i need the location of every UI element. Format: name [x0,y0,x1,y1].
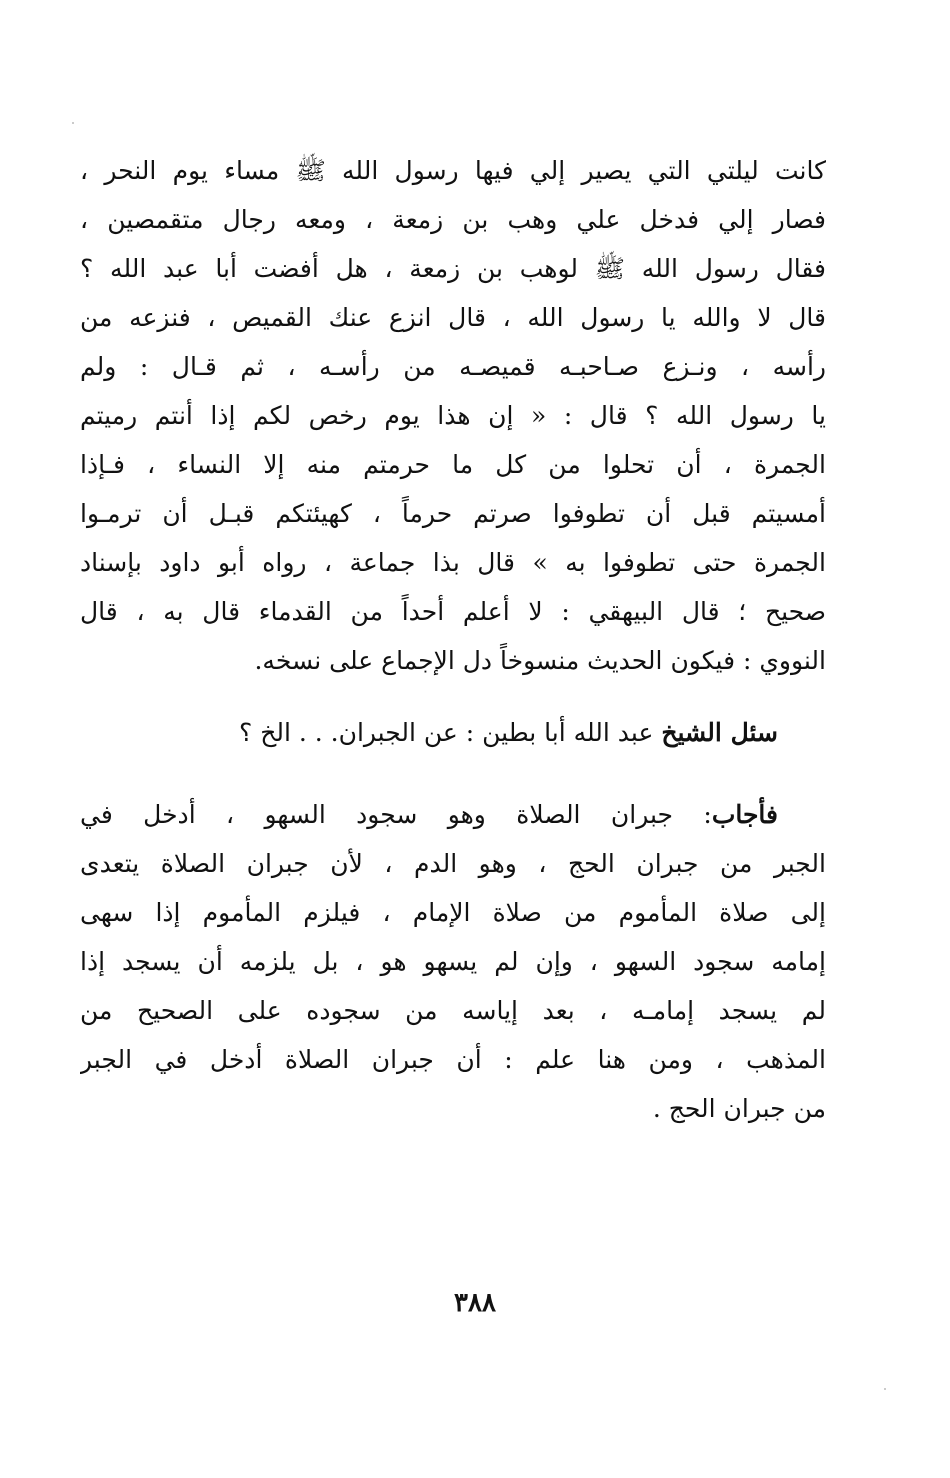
paragraph-answer [80,790,826,1133]
text-line: أمسيتم قبل أن تطوفوا صرتم حرماً ، كهيئتكم قبـل أن ترمـوا [80,499,826,528]
text-line: المذهب ، ومن هنا علم : أن جبران الصلاة أدخل في الجبر [80,1045,826,1074]
text-line: الجمرة ، أن تحلوا من كل ما حرمتم منه إلا النساء ، فـإذا [80,450,826,479]
text-line: الجمرة حتى تطوفوا به » قال بذا جماعة ، رواه أبو داود بإسناد [80,548,826,577]
text-line: الجبر من جبران الحج ، وهو الدم ، لأن جبران الصلاة يتعدى [80,849,826,878]
text-line: فقال رسول الله ﷺ لوهب بن زمعة ، هل أفضت أبا عبد الله ؟ [80,254,826,283]
text-line: قال لا والله يا رسول الله ، قال انزع عنك القميص ، فنزعه من [80,303,826,332]
answer-first-line-text: : جبران الصلاة وهو سجود السهو ، أدخل في [80,800,712,829]
question-label: سئل الشيخ [661,718,778,747]
text-line: إلى صلاة المأموم من صلاة الإمام ، فيلزم المأموم إذا سهى [80,898,826,927]
question-text: عبد الله أبا بطين : عن الجبران. . . الخ ؟ [238,718,662,747]
page-number: ٣٨٨ [454,1288,496,1318]
text-line: فصار إلي فدخل علي وهب بن زمعة ، ومعه رجال متقمصين ، [80,205,826,234]
text-line: يا رسول الله ؟ قال : « إن هذا يوم رخص لكم إذا أنتم رميتم [80,401,826,430]
text-line: صحيح ؛ قال البيهقي : لا أعلم أحداً من القدماء قال به ، قال [80,597,826,626]
question-line [80,708,826,757]
answer-first-line [80,790,826,839]
text-line: من جبران الحج . [652,1094,826,1123]
text-line: النووي : فيكون الحديث منسوخاً دل الإجماع على نسخه. [254,646,826,675]
text-line: لم يسجد إمامـه ، بعد إياسه من سجوده على الصحيح من [80,996,826,1025]
paragraph-hadith [80,146,826,685]
text-line: كانت ليلتي التي يصير إلي فيها رسول الله ﷺ مساء يوم النحر ، [80,156,826,185]
answer-label: فأجاب [711,800,778,829]
text-line: رأسه ، ونـزع صـاحبـه قميصـه من رأسـه ، ثم قـال : ولم [80,352,826,381]
text-line: إمامه سجود السهو ، وإن لم يسهو هو ، بل يلزمه أن يسجد إذا [80,947,826,976]
question-heading [80,708,826,757]
